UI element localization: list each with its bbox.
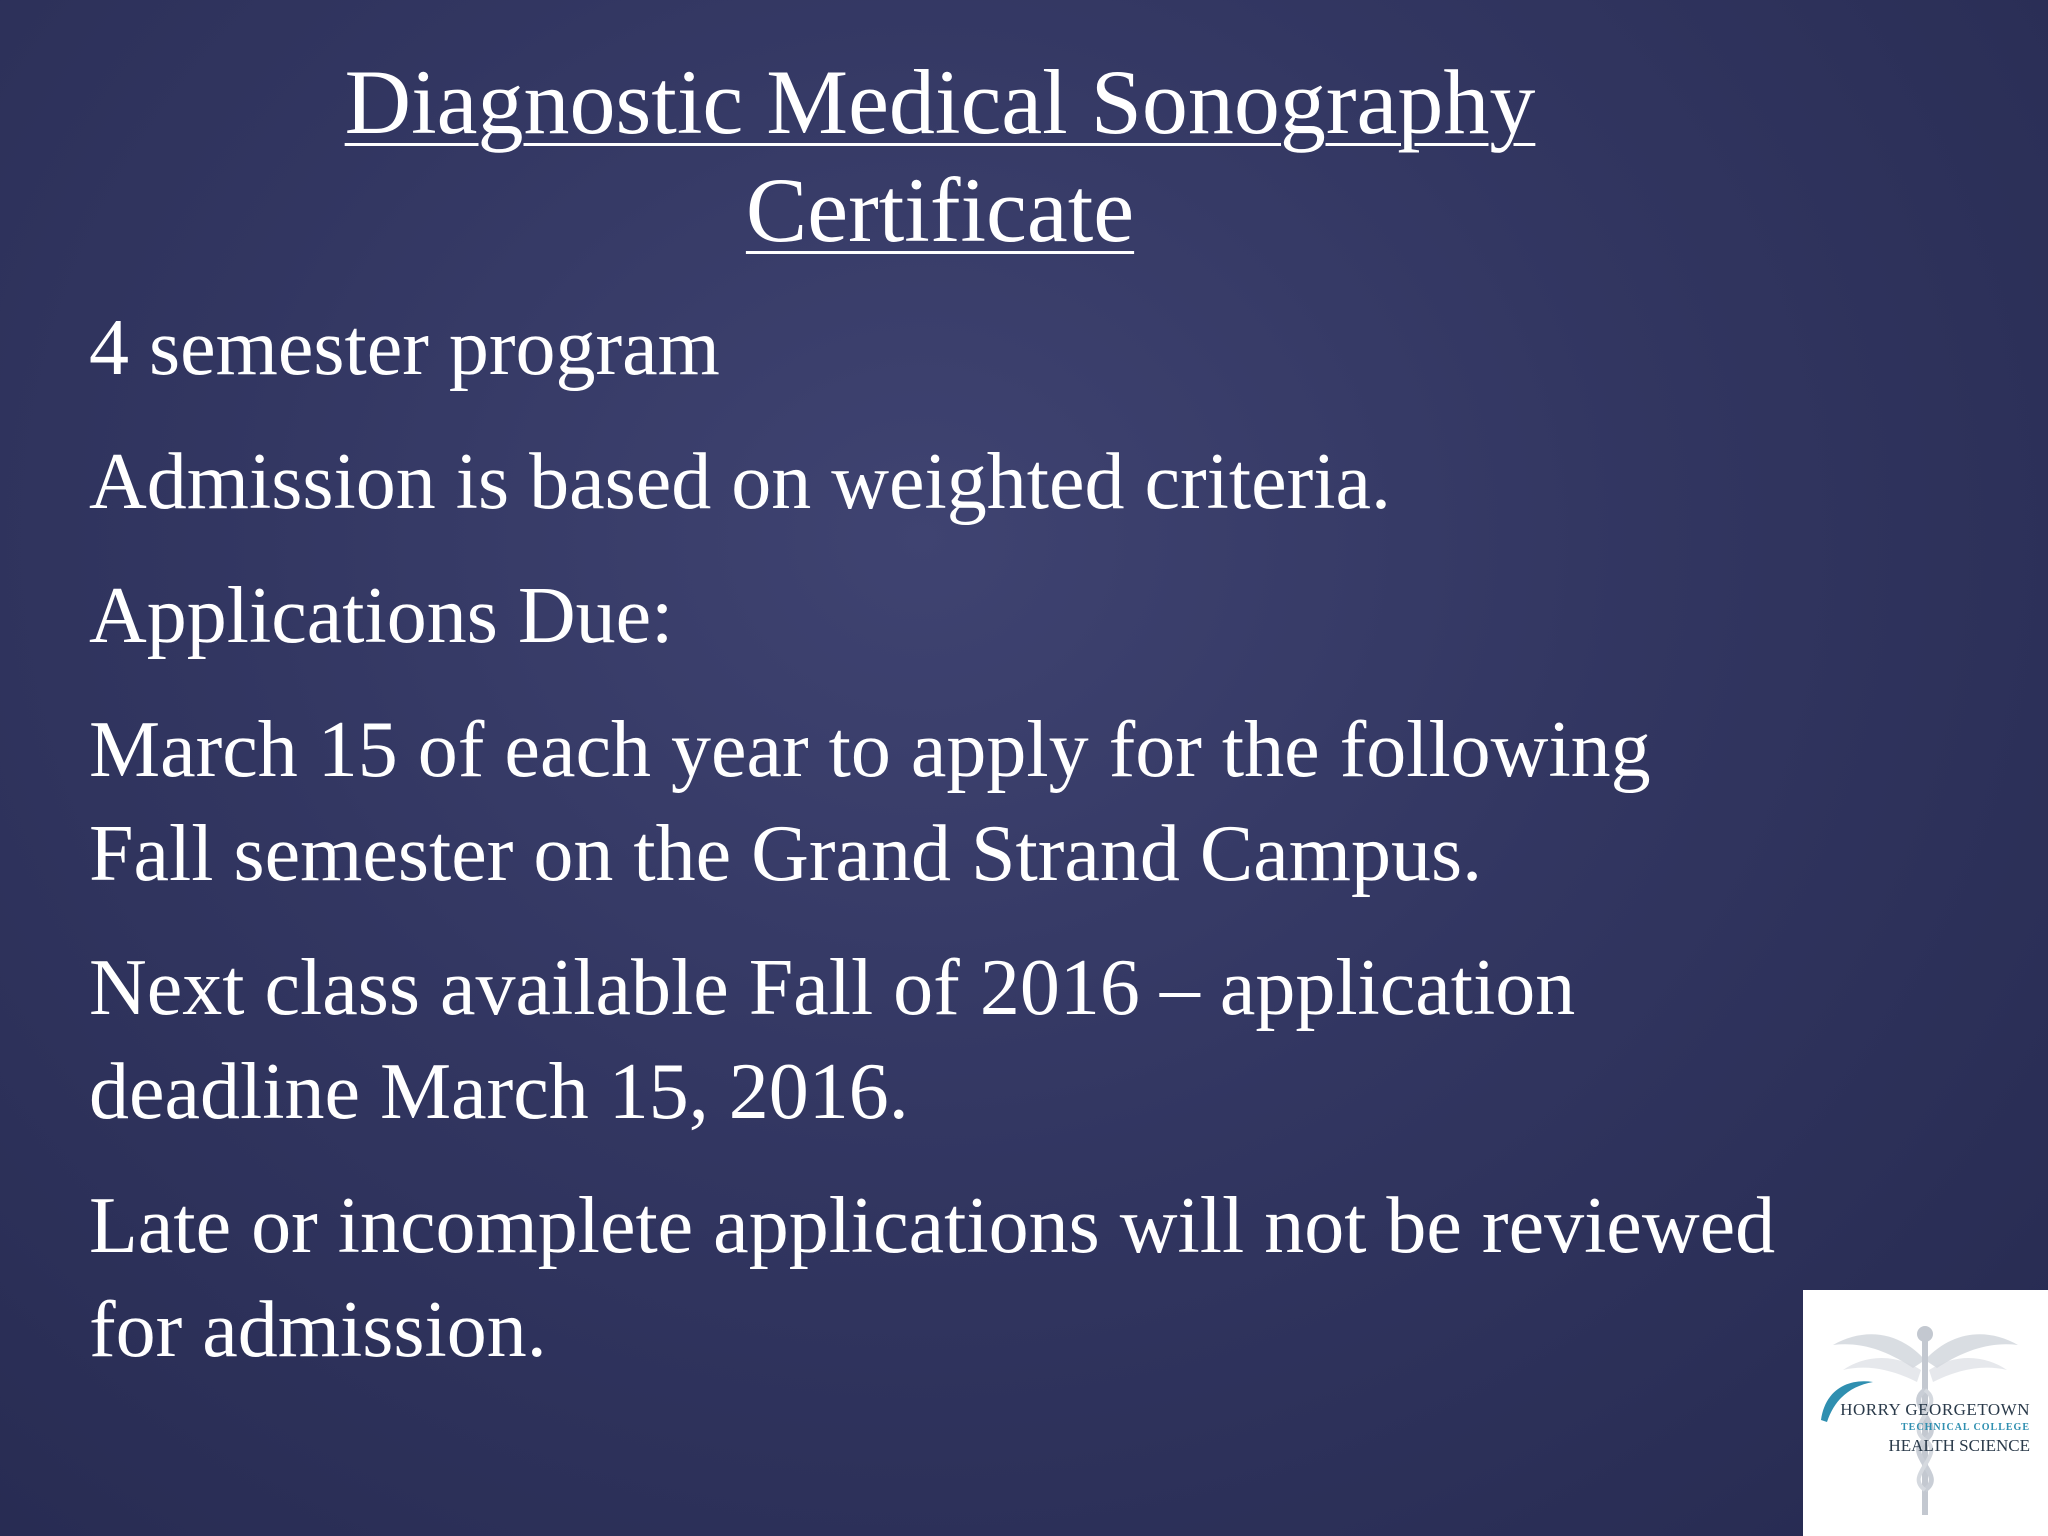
title-line-2: Certificate xyxy=(745,159,1135,261)
bullet-applications-due: Applications Due: xyxy=(89,572,674,660)
logo-line-1: HORRY GEORGETOWN xyxy=(1840,1400,2030,1419)
college-logo xyxy=(1803,1290,2048,1536)
bullet-program-length: 4 semester program xyxy=(89,304,720,392)
bullet-list xyxy=(89,296,1789,1412)
bullet-late-applications: Late or incomplete applications will not be reviewed for admission. xyxy=(89,1182,1776,1374)
bullet-deadline-details: March 15 of each year to apply for the following Fall semester on the Grand Strand Campus. xyxy=(89,706,1651,898)
bullet-admission-criteria: Admission is based on weighted criteria. xyxy=(89,438,1391,526)
logo-line-3: HEALTH SCIENCE xyxy=(1888,1436,2030,1455)
title-line-1: Diagnostic Medical Sonography xyxy=(344,51,1536,153)
logo-line-2: TECHNICAL COLLEGE xyxy=(1901,1422,2030,1433)
bullet-next-class: Next class available Fall of 2016 – application deadline March 15, 2016. xyxy=(89,944,1576,1136)
slide-title xyxy=(160,48,1720,264)
